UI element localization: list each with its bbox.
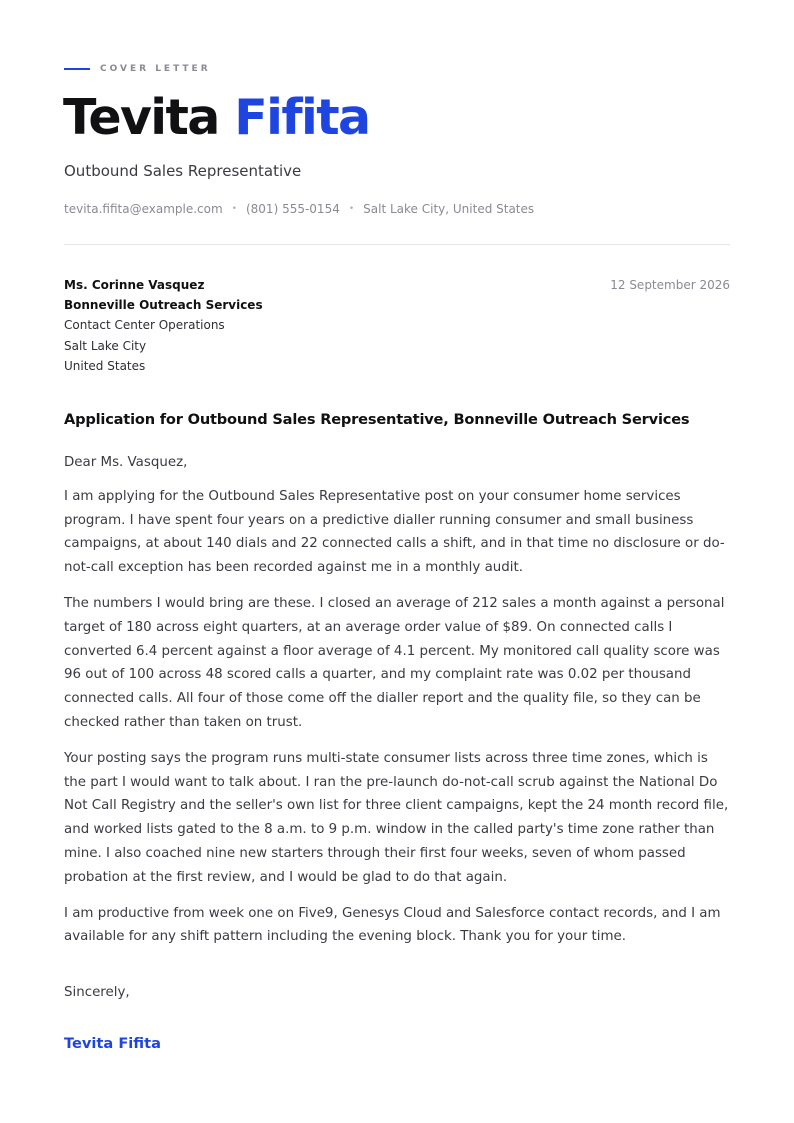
- contact-phone[interactable]: (801) 555-0154: [245, 202, 340, 216]
- job-title: Outbound Sales Representative: [64, 162, 302, 180]
- recipient-country: United States: [64, 358, 146, 373]
- separator-dot: •: [231, 204, 237, 214]
- body-paragraph-2: The numbers I would bring are these. I closed an average of 212 sales a month against a personal target of 180 across eight quarters, at an average order value of $89. On connected calls I converted 6.4 percent against a floor average of 4.1 percent. My monitored call quality score was 96 out of 100 across 48 scored calls a quarter, and my complaint rate was 0.02 per thousand connected calls. All four of those come off the dialler report and the quality file, so they can be checked rather than taken on trust.: [64, 595, 725, 730]
- salutation: Dear Ms. Vasquez,: [64, 455, 188, 470]
- letter-body: [64, 451, 730, 961]
- letter-subject: Application for Outbound Sales Representative, Bonneville Outreach Services: [64, 411, 690, 428]
- body-paragraph-4: I am productive from week one on Five9, Genesys Cloud and Salesforce contact records, and I am available for any shift pattern including the evening block. Thank you for your time.: [64, 905, 721, 945]
- last-name: Fifita: [234, 89, 370, 146]
- applicant-name: [63, 86, 370, 150]
- recipient-city: Salt Lake City: [64, 338, 147, 353]
- eyebrow-accent-line: [64, 68, 90, 70]
- eyebrow-label: COVER LETTER: [100, 64, 211, 74]
- body-paragraph-1: I am applying for the Outbound Sales Representative post on your consumer home services program. I have spent four years on a predictive dialler running consumer and small business campaigns, at about 140 dials and 22 connected calls a shift, and in that time no disclosure or do-not-call exception has been recorded against me in a monthly audit.: [64, 488, 725, 576]
- recipient-name: Ms. Corinne Vasquez: [64, 278, 205, 292]
- recipient-department: Contact Center Operations: [64, 318, 225, 333]
- contact-email[interactable]: tevita.fifita@example.com: [64, 202, 223, 216]
- body-paragraph-3: Your posting says the program runs multi-state consumer lists across three time zones, which is the part I would want to talk about. I ran the pre-launch do-not-call scrub against the National Do Not Call Registry and the seller's own list for three client campaigns, kept the 24 month record file, and worked lists gated to the 8 a.m. to 9 p.m. window in the called party's time zone rather than mine. I also coached nine new starters through their first four weeks, seven of whom passed probation at the first review, and I would be glad to do that again.: [64, 750, 729, 885]
- closing: Sincerely,: [64, 985, 130, 1000]
- letter-date: 12 September 2026: [610, 278, 730, 292]
- eyebrow: [64, 62, 211, 76]
- first-name: Tevita: [63, 89, 219, 146]
- contact-location: Salt Lake City, United States: [363, 202, 535, 216]
- recipient-block: [64, 275, 263, 376]
- contact-line: [64, 200, 534, 218]
- recipient-company: Bonneville Outreach Services: [64, 298, 263, 313]
- signature: Tevita Fifita: [64, 1035, 161, 1052]
- separator-dot: •: [348, 204, 355, 214]
- header-divider: [64, 244, 730, 245]
